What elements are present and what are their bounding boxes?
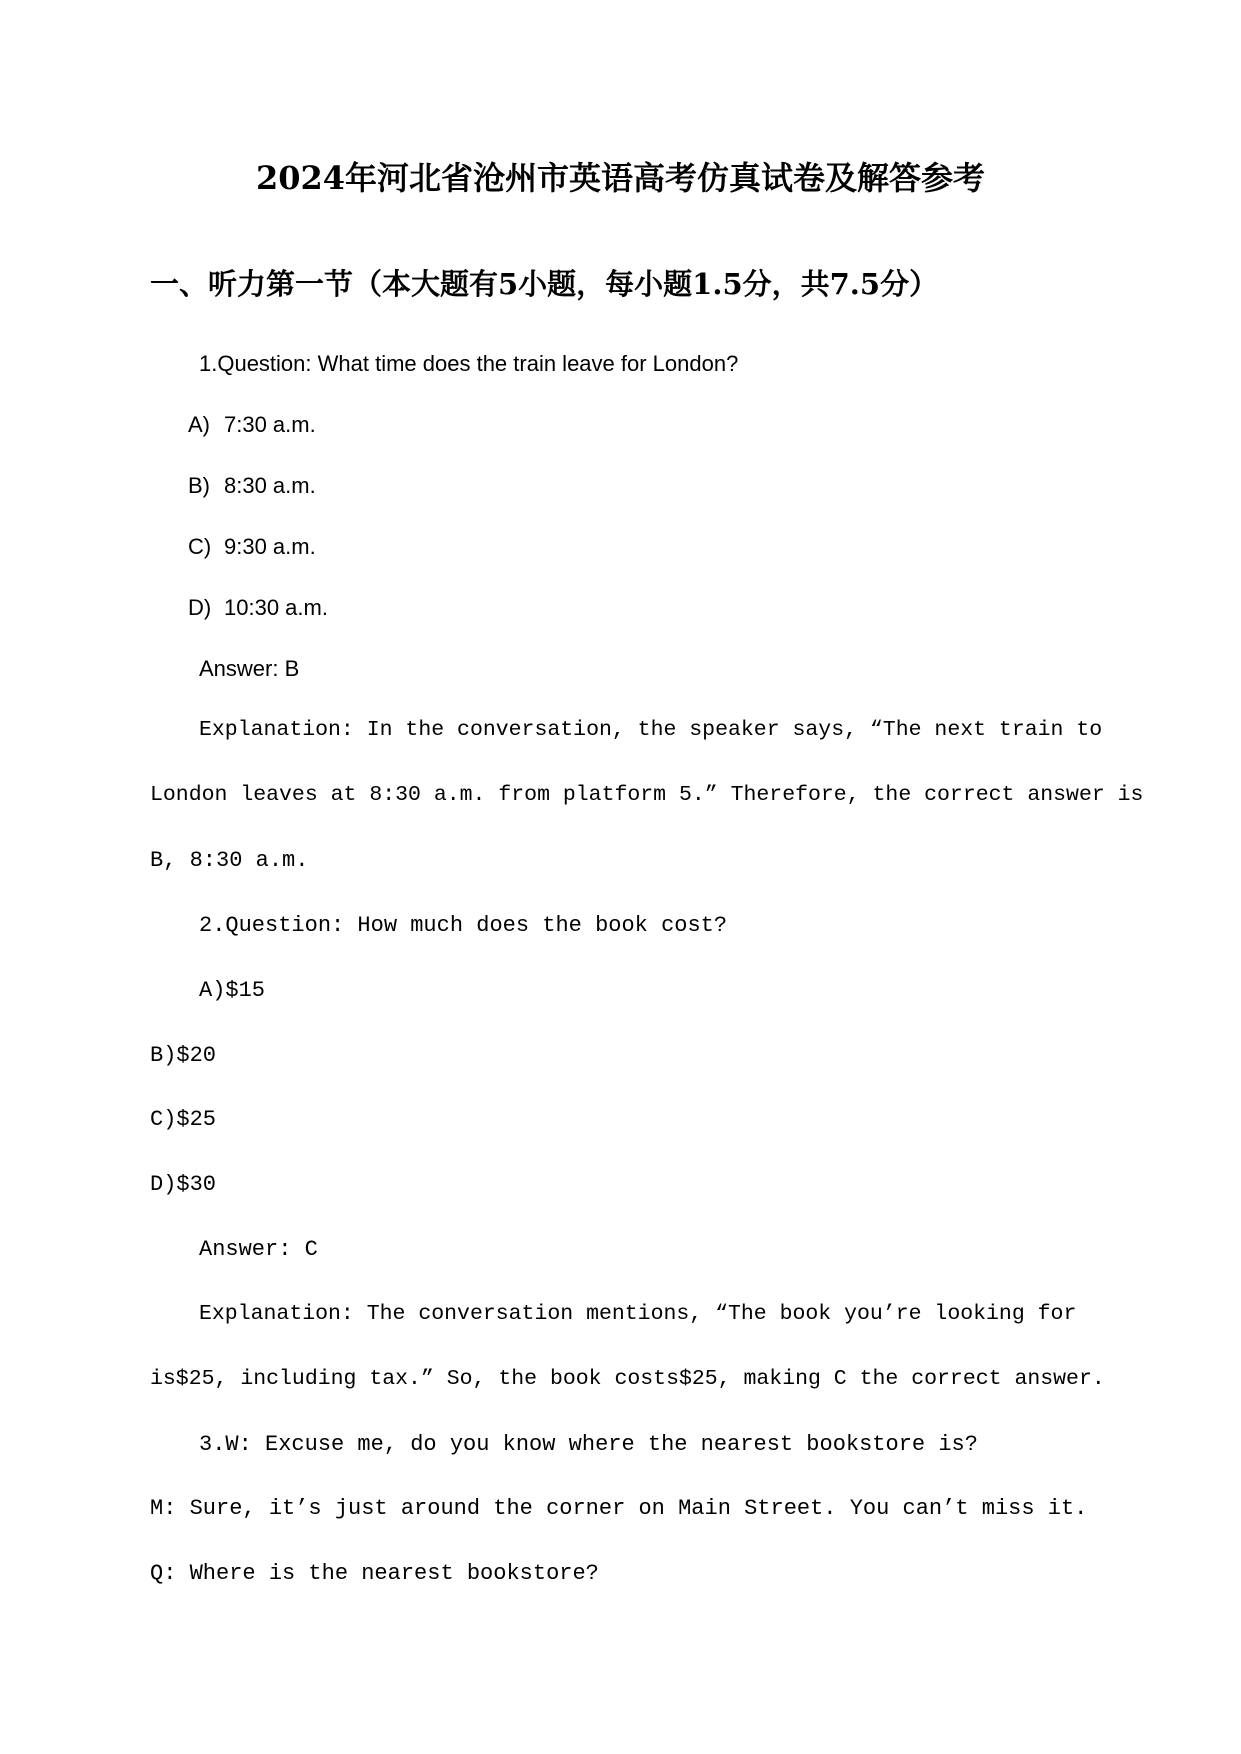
q1-explanation-line1: Explanation: In the conversation, the speaker says, “The next train to: [199, 718, 1103, 742]
q1-explanation-line3: B, 8:30 a.m.: [150, 848, 309, 873]
q1-option-d: [188, 595, 328, 621]
q2-explanation-line1: Explanation: The conversation mentions, “The book you’re looking for: [199, 1302, 1077, 1326]
q2-option-a: A)$15: [199, 978, 266, 1003]
option-text: 9:30 a.m.: [224, 534, 316, 559]
q2-option-b: B)$20: [150, 1043, 217, 1068]
q1-question: 1.Question: What time does the train leave for London?: [199, 351, 739, 376]
q1-option-b: [188, 473, 316, 499]
option-letter: A): [188, 412, 210, 437]
document-title: 2024年河北省沧州市英语高考仿真试卷及解答参考: [255, 159, 986, 197]
q1-explanation-line2: London leaves at 8:30 a.m. from platform 5.” Therefore, the correct answer is: [150, 783, 1144, 807]
q3-line2: M: Sure, it’s just around the corner on Main Street. You can’t miss it.: [150, 1496, 1088, 1521]
q2-option-d: D)$30: [150, 1172, 217, 1197]
q3-line1: 3.W: Excuse me, do you know where the nearest bookstore is?: [199, 1432, 978, 1457]
option-text: 7:30 a.m.: [224, 412, 316, 437]
q2-explanation-line2: is$25, including tax.” So, the book costs$25, making C the correct answer.: [150, 1367, 1105, 1391]
q1-option-c: [188, 534, 316, 560]
option-letter: B): [188, 473, 210, 498]
section-heading: 一、听力第一节（本大题有5小题，每小题1.5分，共7.5分）: [150, 267, 939, 301]
q1-option-a: [188, 412, 316, 438]
q2-question: 2.Question: How much does the book cost?: [199, 913, 728, 938]
q2-answer: Answer: C: [199, 1237, 318, 1262]
option-text: 10:30 a.m.: [224, 595, 328, 620]
q2-option-c: C)$25: [150, 1107, 217, 1132]
q3-line3: Q: Where is the nearest bookstore?: [150, 1561, 599, 1586]
option-text: 8:30 a.m.: [224, 473, 316, 498]
option-letter: C): [188, 534, 212, 559]
q1-answer: Answer: B: [199, 656, 300, 681]
option-letter: D): [188, 595, 212, 620]
